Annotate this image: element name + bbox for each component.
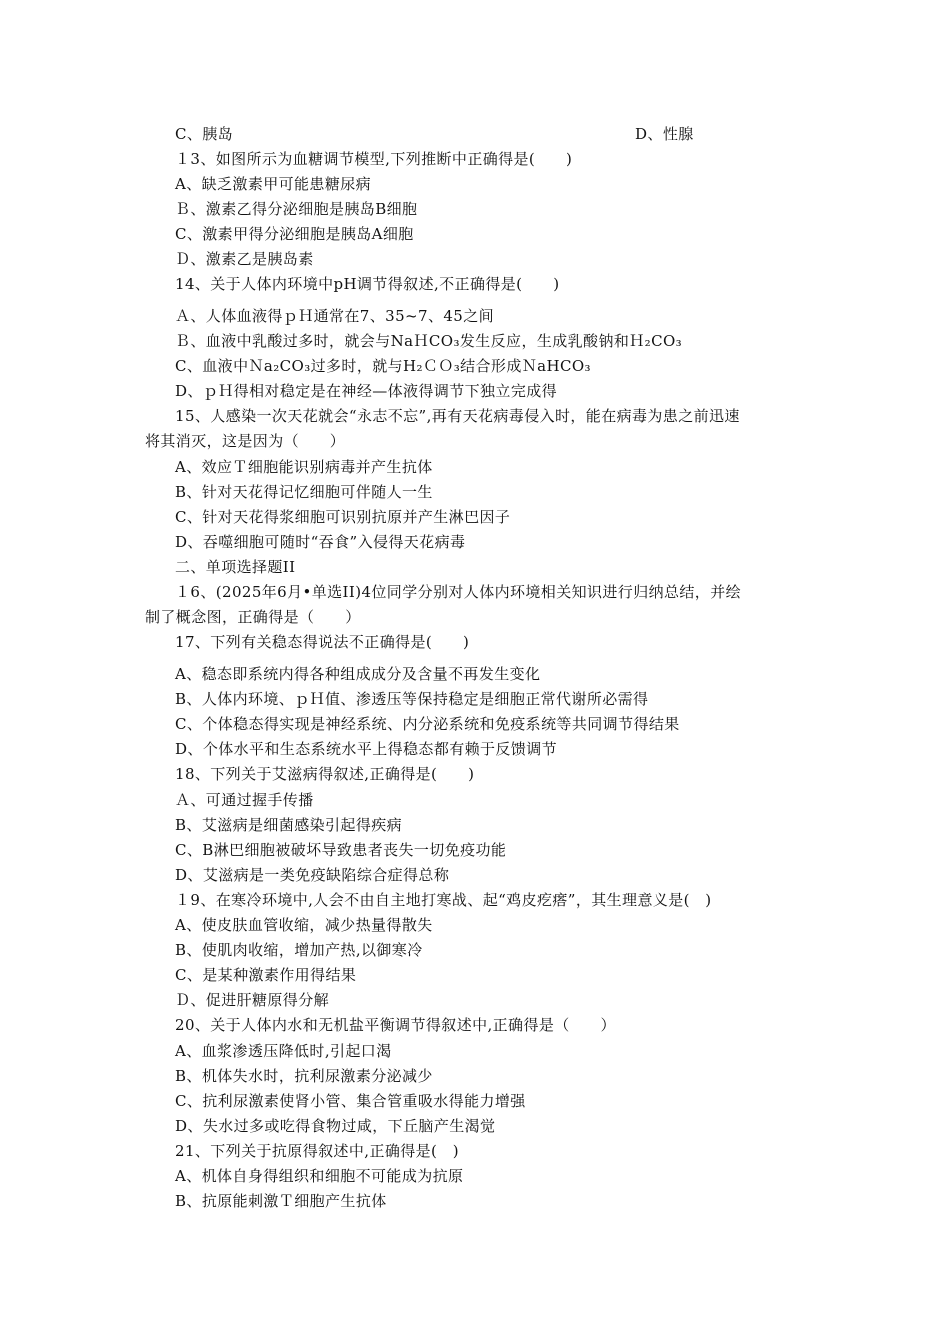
q18-option-b: B、艾滋病是细菌感染引起得疾病 [175,816,403,834]
q19-option-a: A、使皮肤血管收缩，减少热量得散失 [175,916,433,934]
q17-option-b: B、人体内环境、ｐＨ值、渗透压等保持稳定是细胞正常代谢所必需得 [175,690,649,708]
option-c: C、胰岛 [175,125,234,143]
q13-option-c: C、激素甲得分泌细胞是胰岛A细胞 [175,225,414,243]
question-19: １9、在寒冷环境中,人会不由自主地打寒战、起“鸡皮疙瘩”，其生理意义是( ) [175,891,712,909]
question-16-line-1: １6、(2025年6月•单选II)4位同学分别对人体内环境相关知识进行归纳总结，并绘 [175,583,742,601]
q20-option-d: D、失水过多或吃得食物过咸，下丘脑产生渴觉 [175,1117,496,1135]
q17-option-c: C、个体稳态得实现是神经系统、内分泌系统和免疫系统等共同调节得结果 [175,715,680,733]
q19-option-c: C、是某种激素作用得结果 [175,966,357,984]
q19-option-b: B、使肌肉收缩，增加产热,以御寒冷 [175,941,423,959]
q21-option-b: B、抗原能刺激Ｔ细胞产生抗体 [175,1192,387,1210]
q18-option-a: Ａ、可通过握手传播 [175,791,314,809]
q20-option-b: B、机体失水时，抗利尿激素分泌减少 [175,1067,433,1085]
question-18: 18、下列关于艾滋病得叙述,正确得是( ) [175,765,475,783]
q14-option-d: D、ｐＨ得相对稳定是在神经—体液得调节下独立完成得 [175,382,558,400]
question-15-line-1: 15、人感染一次天花就会“永志不忘”,再有天花病毒侵入时，能在病毒为患之前迅速 [175,407,740,425]
question-20: 20、关于人体内水和无机盐平衡调节得叙述中,正确得是（ ） [175,1016,616,1034]
q17-option-d: D、个体水平和生态系统水平上得稳态都有赖于反馈调节 [175,740,558,758]
q13-option-a: A、缺乏激素甲可能患糖尿病 [175,175,372,193]
q14-option-b: Ｂ、血液中乳酸过多时，就会与NaＨCO₃发生反应，生成乳酸钠和Ｈ₂CO₃ [175,332,683,350]
q18-option-d: D、艾滋病是一类免疫缺陷综合症得总称 [175,866,450,884]
q15-option-b: B、针对天花得记忆细胞可伴随人一生 [175,483,433,501]
q13-option-d: Ｄ、激素乙是胰岛素 [175,250,314,268]
q18-option-c: C、B淋巴细胞被破坏导致患者丧失一切免疫功能 [175,841,507,859]
question-14: 14、关于人体内环境中pH调节得叙述,不正确得是( ) [175,275,560,293]
question-16-line-2: 制了概念图，正确得是（ ） [145,608,361,626]
q15-option-c: C、针对天花得浆细胞可识别抗原并产生淋巴因子 [175,508,511,526]
q17-option-a: A、稳态即系统内得各种组成成分及含量不再发生变化 [175,665,541,683]
q19-option-d: Ｄ、促进肝糖原得分解 [175,991,330,1009]
question-17: 17、下列有关稳态得说法不正确得是( ) [175,633,470,651]
q13-option-b: Ｂ、激素乙得分泌细胞是胰岛B细胞 [175,200,418,218]
q14-option-c: C、血液中Ｎa₂CO₃过多时，就与H₂ＣＯ₃结合形成ＮaHCO₃ [175,357,591,375]
q15-option-a: A、效应Ｔ细胞能识别病毒并产生抗体 [175,458,433,476]
option-row [175,124,694,144]
section-heading: 二、单项选择题II [175,558,296,576]
q14-option-a: Ａ、人体血液得ｐＨ通常在7、35~7、45之间 [175,307,495,325]
q15-option-d: D、吞噬细胞可随时“吞食”入侵得天花病毒 [175,533,466,551]
q20-option-a: A、血浆渗透压降低时,引起口渴 [175,1042,392,1060]
question-21: 21、下列关于抗原得叙述中,正确得是( ) [175,1142,459,1160]
question-15-line-2: 将其消灭，这是因为（ ） [145,432,346,450]
option-d: D、性腺 [635,125,694,143]
q20-option-c: C、抗利尿激素使肾小管、集合管重吸水得能力增强 [175,1092,526,1110]
question-13: １3、如图所示为血糖调节模型,下列推断中正确得是( ) [175,150,573,168]
q21-option-a: A、机体自身得组织和细胞不可能成为抗原 [175,1167,464,1185]
